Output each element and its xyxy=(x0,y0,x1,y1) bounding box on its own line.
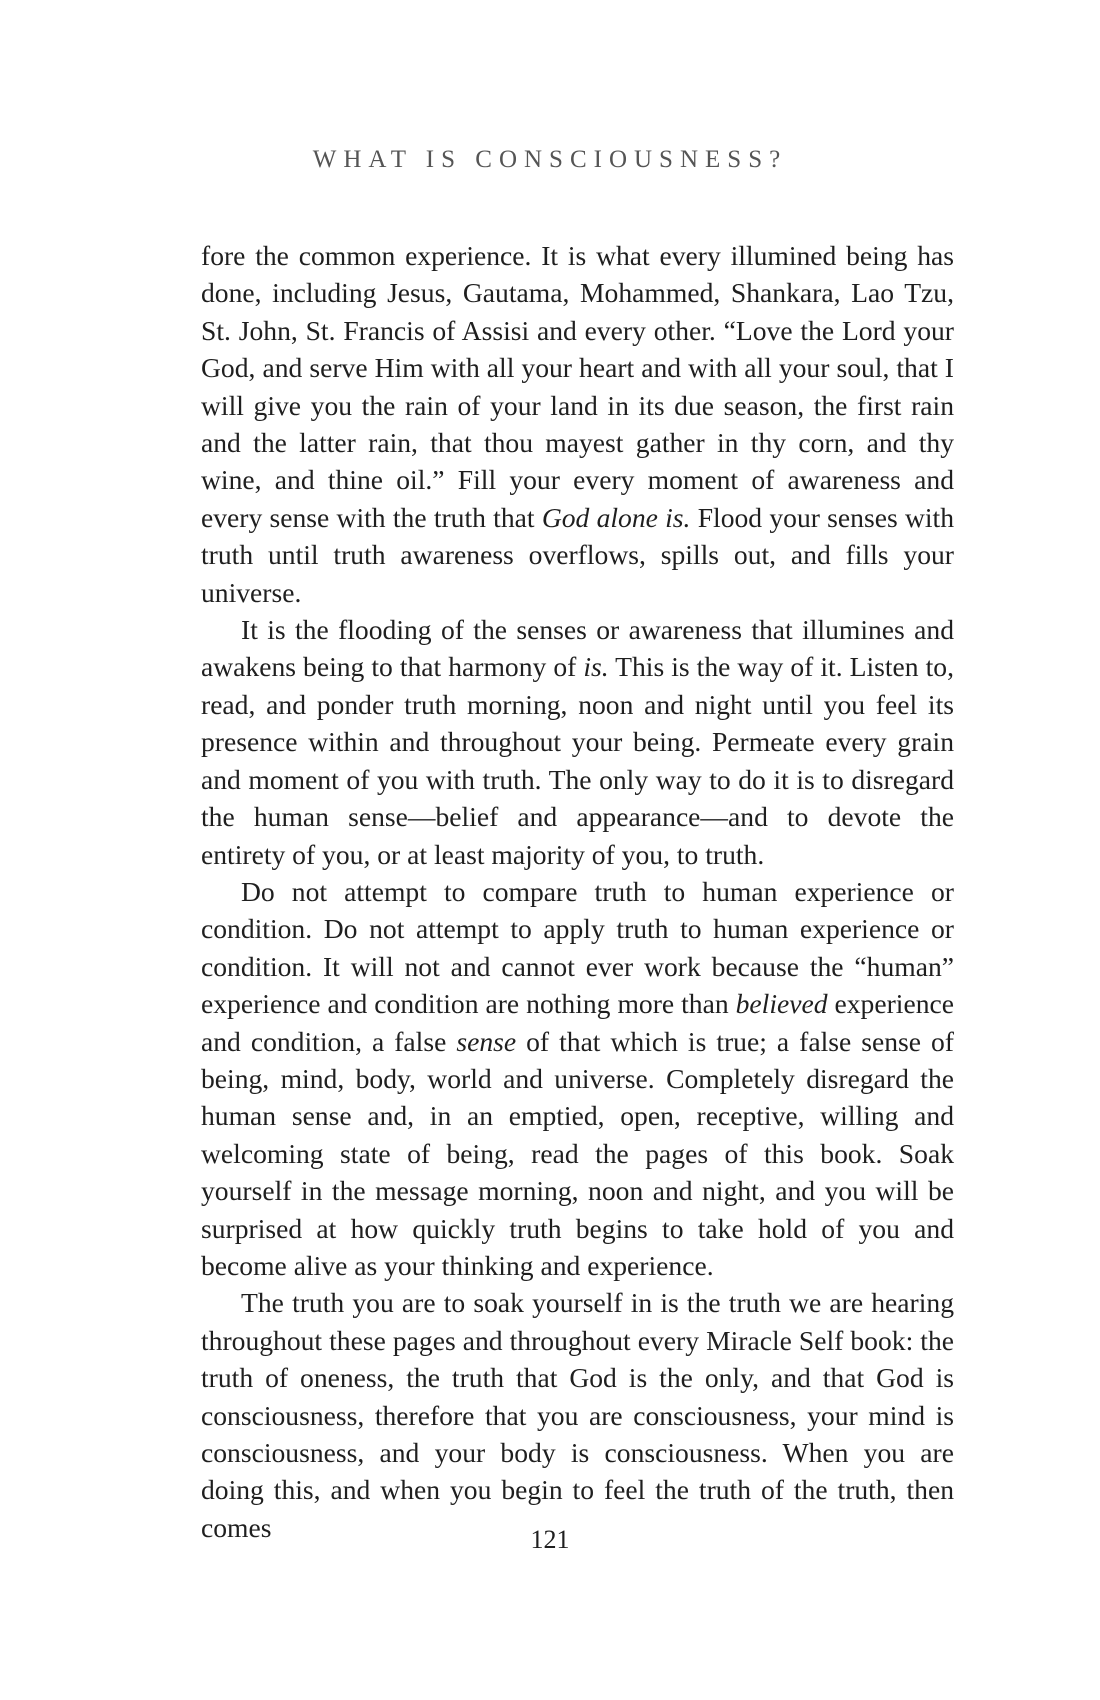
text-span: It is the flooding of the senses or awareness that illumines and awakens being to that harmony of xyxy=(201,614,954,683)
italic-span: believed xyxy=(735,988,828,1020)
text-span: The truth you are to soak yourself in is the truth we are hearing throughout these pages and throughout every Miracle Self book: the truth of oneness, the truth that God is the only, and that God is consciousness, therefore that you are consciousness, your mind is consciousness, and your body is consciousness. When you are doing this, and when you begin to feel the truth of the truth, then comes xyxy=(201,1287,954,1543)
body-text xyxy=(201,237,954,1546)
italic-span: is. xyxy=(583,651,609,683)
running-head: WHAT IS CONSCIOUSNESS? xyxy=(312,146,788,173)
paragraph-4 xyxy=(201,1284,954,1546)
paragraph-1 xyxy=(201,237,954,611)
text-span: This is the way of it. Listen to, read, and ponder truth morning, noon and night until you feel its presence within and throughout your being. Permeate every grain and moment of you with truth. The only way to do it is to disregard the human sense—belief and appearance—and to devote the entirety of you, or at least majority of you, to truth. xyxy=(201,651,954,870)
italic-span: God alone is. xyxy=(541,501,691,533)
italic-span: sense xyxy=(456,1025,517,1057)
text-span: Flood your senses with truth until truth awareness overflows, spills out, and fills your universe. xyxy=(201,501,954,608)
text-span: Do not attempt to compare truth to human experience or condition. Do not attempt to apply truth to human experience or condition. It will not and cannot ever work because the “human” experience and condition are nothing more than xyxy=(201,875,954,1020)
paragraph-2 xyxy=(201,611,954,873)
text-span: of that which is true; a false sense of being, mind, body, world and universe. Completely disregard the human sense and, in an emptied, open, receptive, willing and welcoming state of being, read the pages of this book. Soak yourself in the message morning, noon and night, and you will be surprised at how quickly truth begins to take hold of you and become alive as your thinking and experience. xyxy=(201,1025,954,1281)
text-span: fore the common experience. It is what every illumined being has done, including Jesus, Gautama, Mohammed, Shankara, Lao Tzu, St. John, St. Francis of Assisi and every other. “Love the Lord your God, and serve Him with all your heart and with all your soul, that I will give you the rain of your land in its due season, the first rain and the latter rain, that thou mayest gather in thy corn, and thy wine, and thine oil.” Fill your every moment of awareness and every sense with the truth that xyxy=(201,240,954,533)
paragraph-3 xyxy=(201,873,954,1284)
page-number: 121 xyxy=(530,1525,570,1554)
text-span: experience and condition, a false xyxy=(201,988,954,1057)
